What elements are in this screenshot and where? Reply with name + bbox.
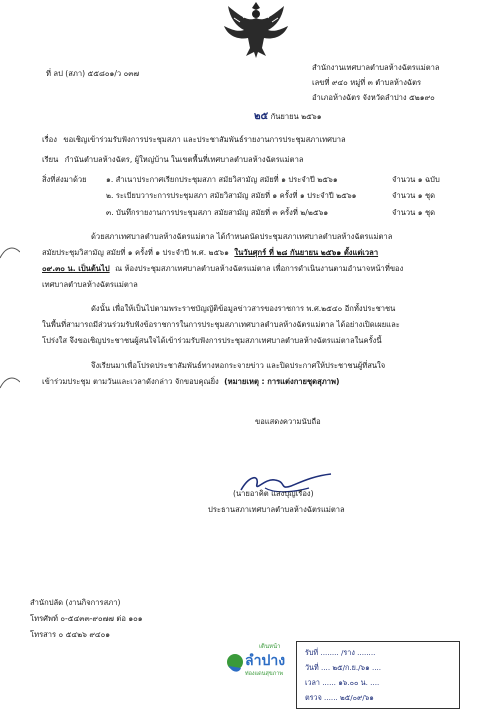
logo-text-main: ลำปาง <box>245 653 286 669</box>
signatory-position: ประธานสภาเทศบาลตำบลห้างฉัตรแม่ตาล <box>208 505 345 514</box>
reference-number: ที่ ลป (สภา) ๕๕๘๐๑/ว ๐๓๗ <box>46 69 140 78</box>
attachments-label: สิ่งที่ส่งมาด้วย <box>42 175 87 184</box>
subject-line <box>42 135 346 145</box>
attachment-item-2: ๒. ระเบียบวาระการประชุมสภา สมัยวิสามัญ สมัยที่ ๑ ครั้งที่ ๑ ประจำปี ๒๕๖๑ <box>106 191 357 200</box>
stamp-line-4: ตรวจ ...... ๒๕/๐๙/๖๑ <box>305 693 374 702</box>
logo-text-bottom: ท่องแดนสุขภาพ <box>245 671 283 677</box>
to-line <box>42 155 304 165</box>
attachment-item-3: ๓. บันทึกรายงานการประชุมสภา สมัยสามัญ สมัยที่ ๓ ครั้งที่ ๒/๒๕๖๑ <box>106 208 329 217</box>
para1-line-4: เทศบาลตำบลห้างฉัตรแม่ตาล <box>42 280 138 289</box>
office-line-3: อำเภอห้างฉัตร จังหวัดลำปาง ๕๒๑๙๐ <box>312 93 435 102</box>
receipt-stamp <box>296 641 460 709</box>
closing-regards: ขอแสดงความนับถือ <box>255 417 321 426</box>
date-line <box>254 112 322 122</box>
stamp-line-1: รับที่ ........ /ราง ........ <box>305 648 376 657</box>
garuda-emblem-icon <box>210 0 302 60</box>
para1-line-1: ด้วยสภาเทศบาลตำบลห้างฉัตรแม่ตาล ได้กำหนดนัดประชุมสภาเทศบาลตำบลห้างฉัตรแม่ตาล <box>91 232 393 241</box>
footer-phone: โทรศัพท์ ๐-๕๔๓๓-๙๐๗๗ ต่อ ๑๐๑ <box>30 614 143 623</box>
punch-mark-icon <box>0 374 20 390</box>
office-line-2: เลขที่ ๙๔๐ หมู่ที่ ๓ ตำบลห้างฉัตร <box>312 78 422 87</box>
to-label: เรียน <box>42 155 59 164</box>
attachment-count-2: จำนวน ๑ ชุด <box>392 191 436 200</box>
logo-text-top: เดินหน้า <box>259 643 281 650</box>
lampang-campaign-logo <box>225 640 287 684</box>
para3-thanks: เข้าร่วมประชุม ตามวันและเวลาดังกล่าว จักขอบคุณยิ่ง <box>42 377 219 386</box>
attachment-count-1: จำนวน ๑ ฉบับ <box>392 175 440 184</box>
para1-session: สมัยประชุมวิสามัญ สมัยที่ ๑ ครั้งที่ ๑ ประจำปี พ.ศ. ๒๕๖๑ <box>42 248 229 257</box>
office-line-1: สำนักงานเทศบาลตำบลห้างฉัตรแม่ตาล <box>312 63 440 72</box>
date-month-year: กันยายน ๒๕๖๑ <box>270 112 322 121</box>
para2-line-3: โปร่งใส จึงขอเชิญประชาชนผู้สนใจได้เข้าร่วมรับฟังการประชุมสภาเทศบาลตำบลห้างฉัตรแม่ตาลในครั้งนี้ <box>42 336 382 345</box>
para3-dress-note: (หมายเหตุ : การแต่งกายชุดสุภาพ) <box>224 377 340 386</box>
stamp-line-3: เวลา ...... ๑๖.๐๐ น. .... <box>305 678 380 687</box>
stamp-line-2: วันที่ .... ๒๕/ก.ย./๖๑ .... <box>305 663 382 672</box>
attachment-count-3: จำนวน ๑ ชุด <box>392 208 436 217</box>
footer-fax: โทรสาร ๐ ๕๔๒๖ ๙๔๐๑ <box>30 630 111 639</box>
para1-venue: ณ ห้องประชุมสภาเทศบาลตำบลห้างฉัตรแม่ตาล เพื่อการดำเนินงานตามอำนาจหน้าที่ของ <box>115 264 404 273</box>
para2-line-1: ดังนั้น เพื่อให้เป็นไปตามพระราชบัญญัติข้อมูลข่าวสารของราชการ พ.ศ.๒๕๔๐ อีกทั้งประชาชน <box>91 304 396 313</box>
punch-mark-icon <box>0 244 20 260</box>
to-text: กำนันตำบลห้างฉัตร, ผู้ใหญ่บ้าน ในเขตพื้นที่เทศบาลตำบลห้างฉัตรแม่ตาล <box>64 155 304 164</box>
subject-text: ขอเชิญเข้าร่วมรับฟังการประชุมสภา และประชาสัมพันธ์รายงานการประชุมสภาเทศบาล <box>63 135 346 144</box>
para1-line-3 <box>42 264 403 274</box>
para3-line-2 <box>42 377 339 387</box>
signatory-name: (นายอาคิต แสงบุญเรือง) <box>233 489 314 498</box>
attachment-item-1: ๑. สำเนาประกาศเรียกประชุมสภา สมัยวิสามัญ สมัยที่ ๑ ประจำปี ๒๕๖๑ <box>106 175 338 184</box>
date-day: ๒๕ <box>254 111 269 122</box>
para2-line-2: ในพื้นที่สามารถมีส่วนร่วมรับฟังข้อราชการในการประชุมสภาเทศบาลตำบลห้างฉัตรแม่ตาล ได้อย่างเปิดเผยและ <box>42 320 400 329</box>
para1-meeting-date: ในวันศุกร์ ที่ ๒๘ กันยายน ๒๕๖๑ ตั้งแต่เวลา <box>234 248 379 257</box>
para1-meeting-time: ๐๙.๓๐ น. เป็นต้นไป <box>42 264 110 273</box>
subject-label: เรื่อง <box>42 135 57 144</box>
para1-line-2 <box>42 248 378 258</box>
footer-department: สำนักปลัด (งานกิจการสภา) <box>30 598 121 607</box>
para3-line-1: จึงเรียนมาเพื่อโปรดประชาสัมพันธ์ทางหอกระจายข่าว และปิดประกาศให้ประชาชนผู้ที่สนใจ <box>91 361 386 370</box>
